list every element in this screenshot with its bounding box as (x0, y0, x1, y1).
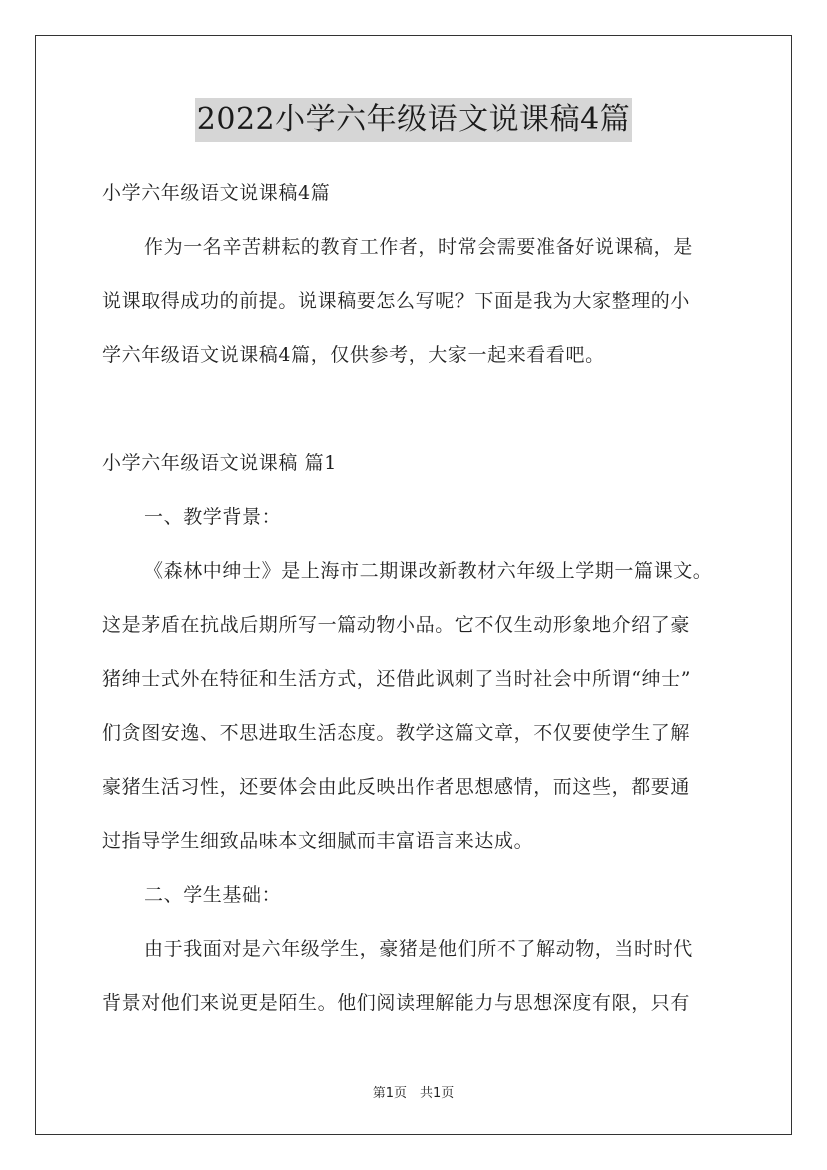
blank-line (102, 382, 742, 436)
paragraph-line: 背景对他们来说更是陌生。他们阅读理解能力与思想深度有限，只有 (102, 992, 691, 1014)
paragraph-line: 这是茅盾在抗战后期所写一篇动物小品。它不仅生动形象地介绍了豪 (102, 614, 691, 636)
page-footer: 第1页 共1页 (372, 1086, 455, 1101)
document-body (102, 166, 742, 1030)
subsection-heading: 一、教学背景： (144, 506, 282, 528)
subtitle-line: 小学六年级语文说课稿4篇 (102, 182, 331, 204)
paragraph-line: 猪绅士式外在特征和生活方式，还借此讽刺了当时社会中所谓“绅士” (102, 668, 692, 690)
paragraph-line: 豪猪生活习性，还要体会由此反映出作者思想感情，而这些，都要通 (102, 776, 691, 798)
paragraph-line: 《森林中绅士》是上海市二期课改新教材六年级上学期一篇课文。 (144, 560, 713, 582)
paragraph-line: 们贪图安逸、不思进取生活态度。教学这篇文章，不仅要使学生了解 (102, 722, 691, 744)
paragraph-line: 由于我面对是六年级学生，豪猪是他们所不了解动物，当时时代 (144, 938, 693, 960)
paragraph-line: 说课取得成功的前提。说课稿要怎么写呢？下面是我为大家整理的小 (102, 290, 691, 312)
paragraph-line: 作为一名辛苦耕耘的教育工作者，时常会需要准备好说课稿，是 (144, 236, 693, 258)
document-title: 2022小学六年级语文说课稿4篇 (195, 98, 632, 142)
title-container (0, 98, 827, 142)
subsection-heading: 二、学生基础： (144, 884, 282, 906)
section-heading: 小学六年级语文说课稿 篇1 (102, 452, 337, 474)
paragraph-line: 学六年级语文说课稿4篇，仅供参考，大家一起来看看吧。 (102, 344, 605, 366)
paragraph-line: 过指导学生细致品味本文细腻而丰富语言来达成。 (102, 830, 534, 852)
